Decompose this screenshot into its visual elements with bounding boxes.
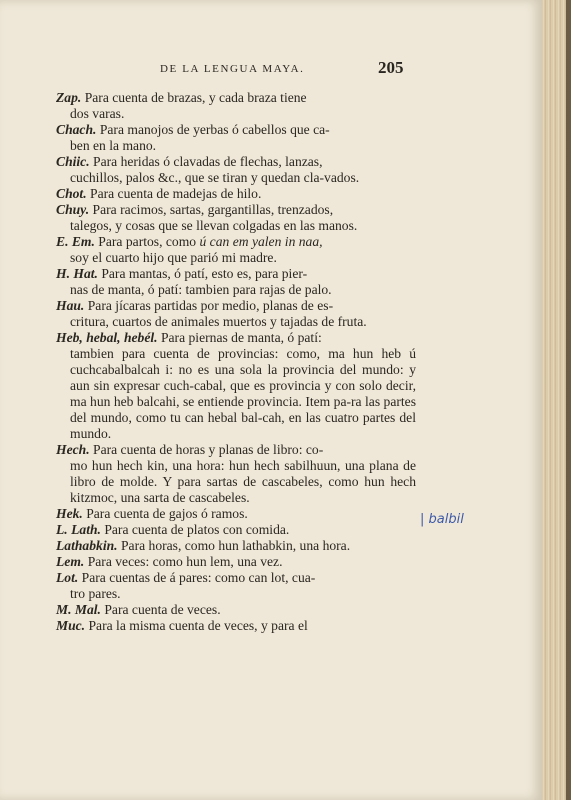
entry-hau [56,298,416,330]
definition-continued: soy el cuarto hijo que parió mi madre. [70,250,277,265]
definition: Para cuentas de á pares: como can lot, cua- [78,570,316,585]
headword: Chot. [56,186,87,201]
handwritten-annotation: | balbil [420,512,464,527]
headword: Lem. [56,554,85,569]
definition: Para cuenta de madejas de hilo. [86,186,262,201]
definition-continued: critura, cuartos de animales muertos y tajadas de fruta. [70,314,367,329]
definition: Para cuenta de horas y planas de libro: co- [89,442,324,457]
definition: Para mantas, ó patí, esto es, para pier- [97,266,308,281]
example-maya: ú can em yalen in naa, [199,234,323,249]
headword: E. Em. [56,234,95,249]
entry-chiic [56,154,416,186]
headword: Hau. [56,298,85,313]
definition: Para cuenta de brazas, y cada braza tiene [81,90,307,105]
headword: H. Hat. [56,266,98,281]
page-number: 205 [378,58,404,77]
definition: Para veces: como hun lem, una vez. [84,554,283,569]
entry-muc [56,618,416,634]
headword: Hek. [56,506,83,521]
entry-hat [56,266,416,298]
headword: Hech. [56,442,90,457]
entry-zap [56,90,416,122]
book-cover-edge [566,0,571,800]
entry-mal [56,602,416,618]
headword: Chach. [56,122,97,137]
running-title: DE LA LENGUA MAYA. [160,63,305,75]
definition: Para horas, como hun lathabkin, una hora. [117,538,351,553]
entry-chach [56,122,416,154]
entry-em [56,234,416,266]
headword: M. Mal. [56,602,101,617]
headword: Lot. [56,570,79,585]
headword: L. Lath. [56,522,101,537]
definition: Para partos, como [94,234,200,249]
headword: Zap. [56,90,82,105]
definition: Para jícaras partidas por medio, planas de es- [84,298,334,313]
definition-continued: talegos, y cosas que se llevan colgadas en las manos. [70,218,358,233]
entry-chot [56,186,416,202]
definition-continued: ben en la mano. [70,138,157,153]
headword: Lathabkin. [56,538,118,553]
entry-lathabkin [56,538,416,554]
dictionary-entries [56,90,416,634]
entry-lath [56,522,416,538]
definition-continued: dos varas. [70,106,125,121]
definition: Para la misma cuenta de veces, y para el [85,618,308,633]
entry-hech [56,442,416,506]
definition-continued: cuchillos, palos &c., que se tiran y quedan cla-vados. [70,170,360,185]
definition: Para cuenta de veces. [100,602,221,617]
entry-lem [56,554,416,570]
definition: Para cuenta de platos con comida. [100,522,290,537]
definition: Para cuenta de gajos ó ramos. [82,506,248,521]
definition: Para manojos de yerbas ó cabellos que ca- [96,122,330,137]
entry-heb [56,330,416,442]
definition-continued: nas de manta, ó patí: tambien para rajas de palo. [70,282,332,297]
definition: Para racimos, sartas, gargantillas, trenzados, [89,202,334,217]
headword: Chuy. [56,202,90,217]
definition-continued: tro pares. [70,586,121,601]
headword: Chiic. [56,154,90,169]
entry-chuy [56,202,416,234]
entry-lot [56,570,416,602]
definition: Para piernas de manta, ó patí: [157,330,322,345]
definition: Para heridas ó clavadas de flechas, lanzas, [89,154,323,169]
headword: Muc. [56,618,86,633]
definition-continued: tambien para cuenta de provincias: como, ma hun heb ú cuchcabalbalcah i: no es una sola la provincia del mundo: y aun sin expresar cuch-cabal, que es provincia y con solo decir, ma hun heb balcahi, se entiende provincia. Item pa-ra las partes del mundo, como tu can hebal bal-cah, en las cuatro partes del mundo. [70,346,416,441]
headword: Heb, hebal, hebél. [56,330,158,345]
definition-continued: mo hun hech kin, una hora: hun hech sabilhuun, una plana de libro de molde. Y para sartas de cascabeles, como hun hech kitzmoc, una sarta de cascabeles. [70,458,416,505]
entry-hek [56,506,416,522]
